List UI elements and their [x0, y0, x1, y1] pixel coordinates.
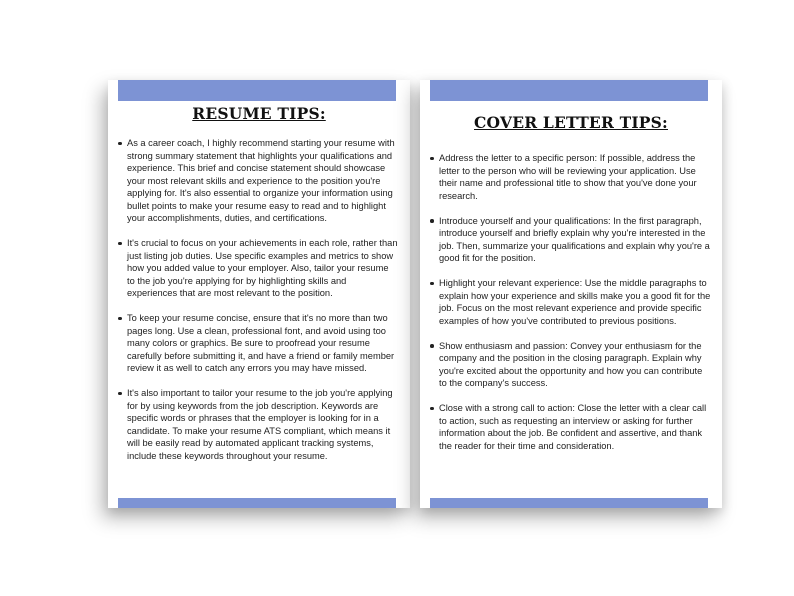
cover-letter-tips-list [420, 152, 722, 465]
tip-item [118, 312, 410, 375]
tip-line: for by using keywords from the job description. Keywords are [127, 400, 379, 411]
tip-item [430, 277, 722, 327]
tip-line: to action, such as requesting an interview or asking for further [439, 415, 693, 426]
tip-line: to the company's success. [439, 378, 548, 388]
tip-line: will be easily read by automated applicant tracking systems, [127, 438, 374, 448]
tip-item [118, 237, 410, 300]
tip-line: Close with a strong call to action: Close the letter with a clear call [439, 403, 707, 413]
tip-item [430, 152, 722, 202]
tip-item [118, 137, 410, 225]
tip-line: to the job you're applying for by highlighting skills and [127, 275, 347, 286]
tip-line: It's also important to tailor your resume to the job you're applying [127, 388, 393, 398]
tip-line: Introduce yourself and your qualifications: In the first paragraph, [439, 215, 702, 226]
tip-line: Show enthusiasm and passion: Convey your enthusiasm for the [439, 340, 702, 351]
tip-line: examples of how you've contributed to previous positions. [439, 315, 677, 326]
bottom-accent-band [118, 498, 396, 508]
tip-line: job. Then, summarize your qualifications and explain why you're a [439, 240, 710, 251]
tip-line: research. [439, 190, 478, 201]
tip-line: the reader for their time and consideration. [439, 440, 615, 451]
top-accent-band [118, 80, 396, 101]
tip-line: their name and professional title to show that you've done your [439, 178, 697, 188]
bottom-accent-band [430, 498, 708, 508]
tip-line: As a career coach, I highly recommend starting your resume with [127, 138, 395, 148]
cover-letter-tips-page [420, 80, 722, 508]
tip-line: Address the letter to a specific person: If possible, address the [439, 153, 696, 163]
tip-line: include these keywords throughout your resume. [127, 450, 328, 461]
tip-line: how you added value to your employer. Also, tailor your resume [127, 263, 389, 273]
tip-line: candidate. To make your resume ATS compliant, which means it [127, 425, 391, 436]
tip-line: your most relevant skills and experience to the position you're [127, 175, 381, 186]
tip-line: your accomplishments, duties, and certifications. [127, 213, 327, 223]
tip-line: many colors or graphics. Be sure to proofread your resume [127, 338, 370, 348]
tip-item [430, 215, 722, 265]
tip-item [430, 402, 722, 452]
resume-tips-list [108, 137, 410, 475]
tip-line: Highlight your relevant experience: Use the middle paragraphs to [439, 278, 707, 288]
resume-tips-title: RESUME TIPS: [192, 104, 326, 123]
tip-line: strong summary statement that highlights your qualifications and [127, 150, 393, 161]
tip-line: introduce yourself and briefly explain why you're interested in the [439, 228, 706, 238]
tip-item [118, 387, 410, 462]
tip-line: explain how your experience and skills make you a good fit for the [439, 290, 711, 301]
tip-line: To keep your resume concise, ensure that it's no more than two [127, 313, 388, 323]
top-accent-band [430, 80, 708, 101]
tip-line: good fit for the position. [439, 253, 536, 263]
tip-line: experiences that are most relevant to the position. [127, 288, 333, 298]
tip-line: applying for. It's also essential to organize your information using [127, 188, 393, 198]
tip-line: experience. This brief and concise statement should showcase [127, 163, 386, 173]
tip-line: job. Focus on the most relevant experience and provide specific [439, 303, 702, 313]
tip-line: specific words or phrases that the employer is looking for in a [127, 413, 379, 423]
tip-line: you're excited about the opportunity and how you can contribute [439, 365, 703, 376]
tip-line: bullet points to make your resume easy to read and to highlight [127, 200, 386, 211]
tip-item [430, 340, 722, 390]
tip-line: just listing job duties. Use specific examples and metrics to show [127, 250, 394, 261]
tip-line: company and the position in the closing paragraph. Explain why [439, 353, 702, 363]
tip-line: pages long. Use a clean, professional font, and avoid using too [127, 325, 386, 336]
tip-line: carefully before submitting it, and have a friend or family member [127, 350, 395, 361]
resume-tips-page [108, 80, 410, 508]
cover-letter-tips-title: COVER LETTER TIPS: [474, 113, 668, 132]
tip-line: It's crucial to focus on your achievements in each role, rather than [127, 238, 398, 248]
tip-line: review it as well to catch any errors you may have missed. [127, 363, 367, 373]
tip-line: information about the job. Be confident and assertive, and thank [439, 428, 703, 438]
tip-line: letter to the person who will be reviewing your application. Use [439, 165, 696, 176]
